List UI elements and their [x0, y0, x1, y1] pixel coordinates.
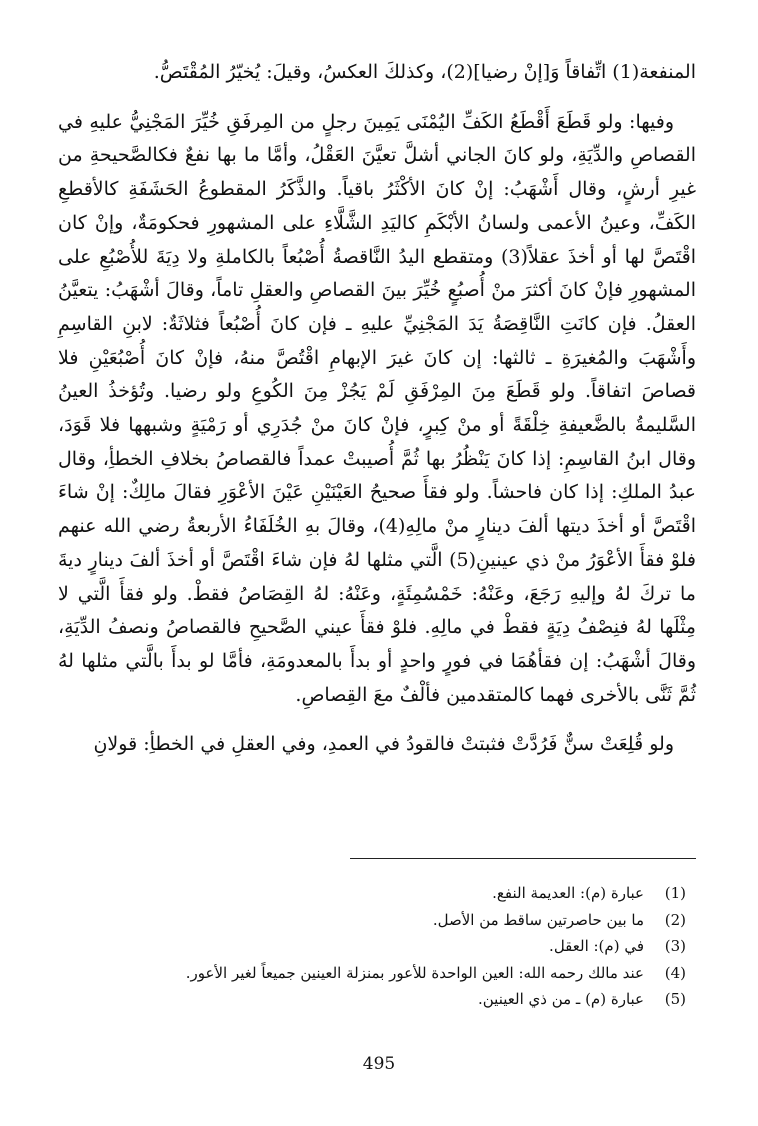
footnote-item	[60, 933, 686, 960]
footnote-separator	[350, 858, 696, 859]
paragraph-closing: ولو قُلِعَتْ سنٌّ فَرُدَّتْ فثبتتْ فالقودُ في العمدِ، وفي العقلِ في الخطأِ: قولانِ	[93, 733, 674, 756]
paragraph-opening: المنفعة(1) اتِّفاقاً وَ[إنْ رضيا](2)، وكذلكَ العكسُ، وقيلَ: يُخيّرُ المُقْتَصُّ.	[153, 61, 696, 83]
footnote-text: في (م): العقل.	[549, 937, 644, 956]
footnote-number: (4)	[664, 963, 686, 982]
footnote-text: عبارة (م): العديمة النفع.	[492, 884, 644, 902]
footnote-number: (3)	[664, 937, 686, 956]
page-number: 495	[362, 1054, 396, 1074]
footnote-item	[60, 880, 686, 907]
footnote-item	[60, 960, 686, 987]
footnote-text: ما بين حاصرتين ساقط من الأصل.	[432, 910, 644, 929]
main-text	[58, 56, 696, 762]
footnote-item	[60, 986, 686, 1013]
footnotes-list	[60, 880, 686, 1013]
footnote-text: عبارة (م) ـ من ذي العينين.	[478, 990, 644, 1009]
footnote-number: (2)	[664, 910, 686, 929]
footnote-number: (1)	[664, 884, 686, 902]
footnote-item	[60, 907, 686, 934]
footnote-number: (5)	[664, 990, 686, 1009]
footnote-text: عند مالك رحمه الله: العين الواحدة للأعور بمنزلة العينين جميعاً لغير الأعور.	[185, 963, 644, 982]
paragraph-main: وفيها: ولو قَطَعَ أَقْطَعُ الكَفِّ اليُمْنَى يَمِينَ رجلٍ من المِرفَقِ خُيِّرَ المَجْنِيُّ عليهِ في القصاصِ والدِّيَةِ، ولو كانَ الجاني أشلَّ تعيَّنَ العَقْلُ، وأمَّا ما بها نفعٌ فكالصَّحيحةِ من غيرِ أرشٍ، وقال أَشْهَبُ: إنْ كانَ الأكْثَرُ باقياً. والذَّكَرُ المقطوعُ الحَشَفَةِ كالأقطعِ الكَفِّ، وعينُ الأعمى ولسانُ الأبْكَمِ كاليَدِ الشَّلَّاءِ على المشهورِ فحكومَةٌ، وإنْ كان اقْتَصَّ لها أو أخذَ عقلاً(3) ومتقطع اليدُ النَّاقصةُ أُصْبُعاً بالكاملةِ ولا دِيَةَ للأُصْبُعِ على المشهورِ فإنْ كانَ أكثرَ منْ أُصبُعٍ خُيِّرَ بينَ القصاصِ والعقلِ تاماً، وقالَ أشْهَبُ: يتعيَّنُ العقلُ. فإن كانَتِ النَّاقِصَةُ يَدَ المَجْنِيِّ عليهِ ـ فإن كانَ أُصْبُعاً فثلاثَةٌ: لابنِ القاسِمِ وأَشْهَبَ والمُغيرَةِ ـ ثالثها: إن كانَ غيرَ الإبهامِ اقْتُصَّ منهُ، فإنْ كانَ أُصْبُعَيْنِ فلا قصاصَ اتفاقاً. ولو قَطَعَ مِنَ المِرْفَقِ لَمْ يَجُزْ مِنَ الكُوعِ ولو رضيا. وتُؤخذُ العينُ السَّليمةُ بالضَّعيفةِ خِلْقَةً أو منْ كِبرٍ، فإنْ كانَ منْ جُدَرِي أو رَمْيَةٍ وشبهها فلا قَوَدَ، وقال ابنُ القاسِمِ: إذا كانَ يَنْظُرُ بها ثُمَّ أُصيبتْ عمداً فالقصاصُ بخلافِ الخطأِ، وقال عبدُ الملكِ: إذا كان فاحشاً. ولو فقأَ صحيحُ العَيْنَيْنِ عَيْنَ الأعْوَرِ فقالَ مالِكٌ: إنْ شاءَ اقْتَصَّ أو أخذَ ديتها ألفَ دينارٍ منْ مالِهِ(4)، وقالَ بهِ الخُلَفَاءُ الأربعةُ رضي الله عنهم فلوْ فقأَ الأعْوَرُ منْ ذي عينينِ(5) الَّتي مثلها لهُ فإن شاءَ اقْتَصَّ أو أخذَ ألفَ دينارٍ ديةَ ما تركَ لهُ وإليهِ رَجَعَ، وعَنْهُ: خَمْسُمِئَةٍ، وعَنْهُ: لهُ القِصَاصُ فقطْ. ولو فقأَ الَّتي لا مِثْلَها لهُ فنِصْفُ دِيَةٍ فقطْ في مالِهِ. فلوْ فقأَ عيني الصَّحيحِ فالقصاصُ ونصفُ الدِّيَةِ، وقالَ أشْهَبُ: إن فقأهُمَا في فورٍ واحدٍ أو بدأَ بالمعدومَةِ، فأمَّا لو بدأَ بالَّتي مثلها لهُ ثُمَّ ثَنَّى بالأخرى فهما كالمتقدمين فألْفٌ معَ القِصاصِ.	[58, 110, 697, 706]
